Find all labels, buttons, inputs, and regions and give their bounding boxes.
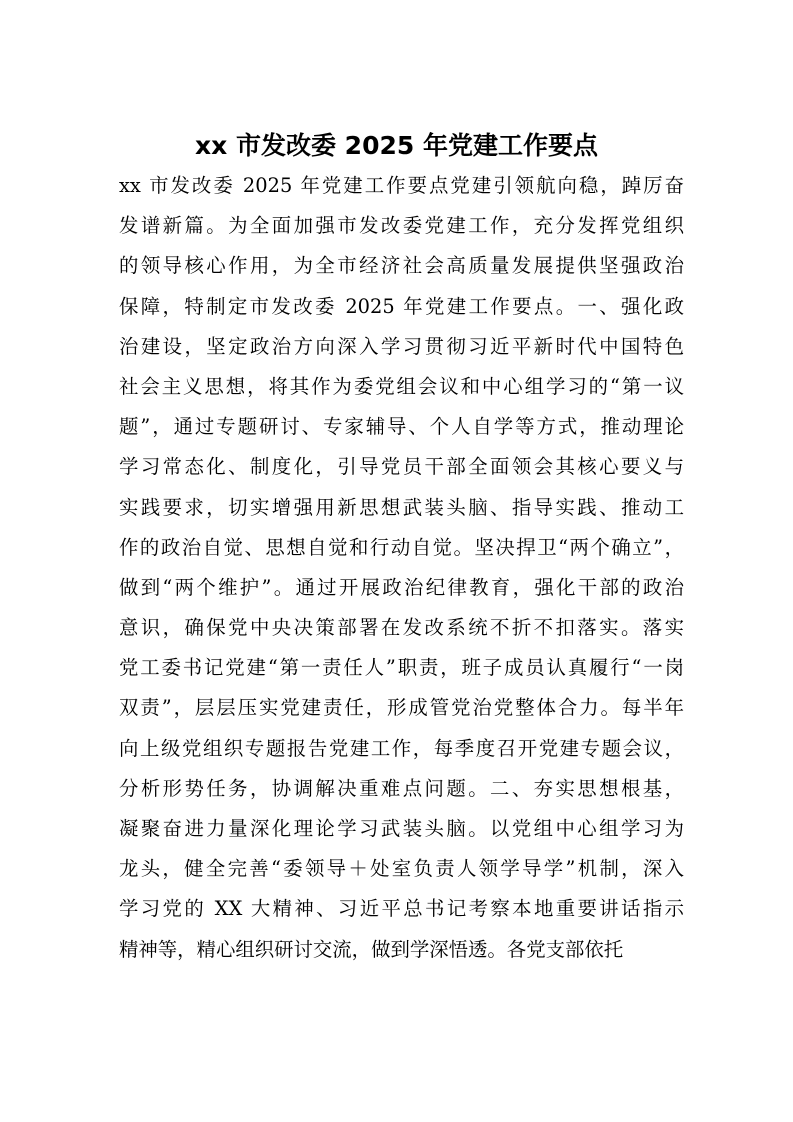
body-line: 社会主义思想，将其作为委党组会议和中心组学习的“第一议 [119,374,684,398]
body-line: 保障，特制定市发改委 2025 年党建工作要点。一、强化政 [119,294,684,318]
body-line: 凝聚奋进力量深化理论学习武装头脑。以党组中心组学习为 [119,817,684,840]
body-line: 精神等，精心组织研讨交流，做到学深悟透。各党支部依托 [119,937,624,961]
document-title: xx 市发改委 2025 年党建工作要点 [195,131,598,160]
body-line: 龙头，健全完善“委领导＋处室负责人领学导学”机制，深入 [119,857,684,881]
body-line: 发谱新篇。为全面加强市发改委党建工作，充分发挥党组织 [119,214,684,238]
body-line: 学习党的 XX 大精神、习近平总书记考察本地重要讲话指示 [119,897,684,921]
body-line: xx 市发改委 2025 年党建工作要点党建引领航向稳，踔厉奋 [119,174,684,197]
body-line: 向上级党组织专题报告党建工作，每季度召开党建专题会议， [119,736,684,760]
document-body [119,166,684,970]
body-line: 治建设，坚定政治方向深入学习贯彻习近平新时代中国特色 [119,334,684,358]
body-line: 意识，确保党中央决策部署在发改系统不折不扣落实。落实 [119,616,684,640]
body-line: 学习常态化、制度化，引导党员干部全面领会其核心要义与 [119,455,684,479]
body-line: 的领导核心作用，为全市经济社会高质量发展提供坚强政治 [119,254,684,278]
body-line: 双责”，层层压实党建责任，形成管党治党整体合力。每半年 [119,696,684,720]
body-line: 题”，通过专题研讨、专家辅导、个人自学等方式，推动理论 [119,415,684,439]
body-line: 作的政治自觉、思想自觉和行动自觉。坚决捍卫“两个确立”， [119,535,684,559]
body-line: 分析形势任务，协调解决重难点问题。二、夯实思想根基， [119,776,684,800]
body-line: 党工委书记党建“第一责任人”职责，班子成员认真履行“一岗 [119,656,684,680]
body-line: 实践要求，切实增强用新思想武装头脑、指导实践、推动工 [119,495,684,519]
body-line: 做到“两个维护”。通过开展政治纪律教育，强化干部的政治 [119,575,684,599]
